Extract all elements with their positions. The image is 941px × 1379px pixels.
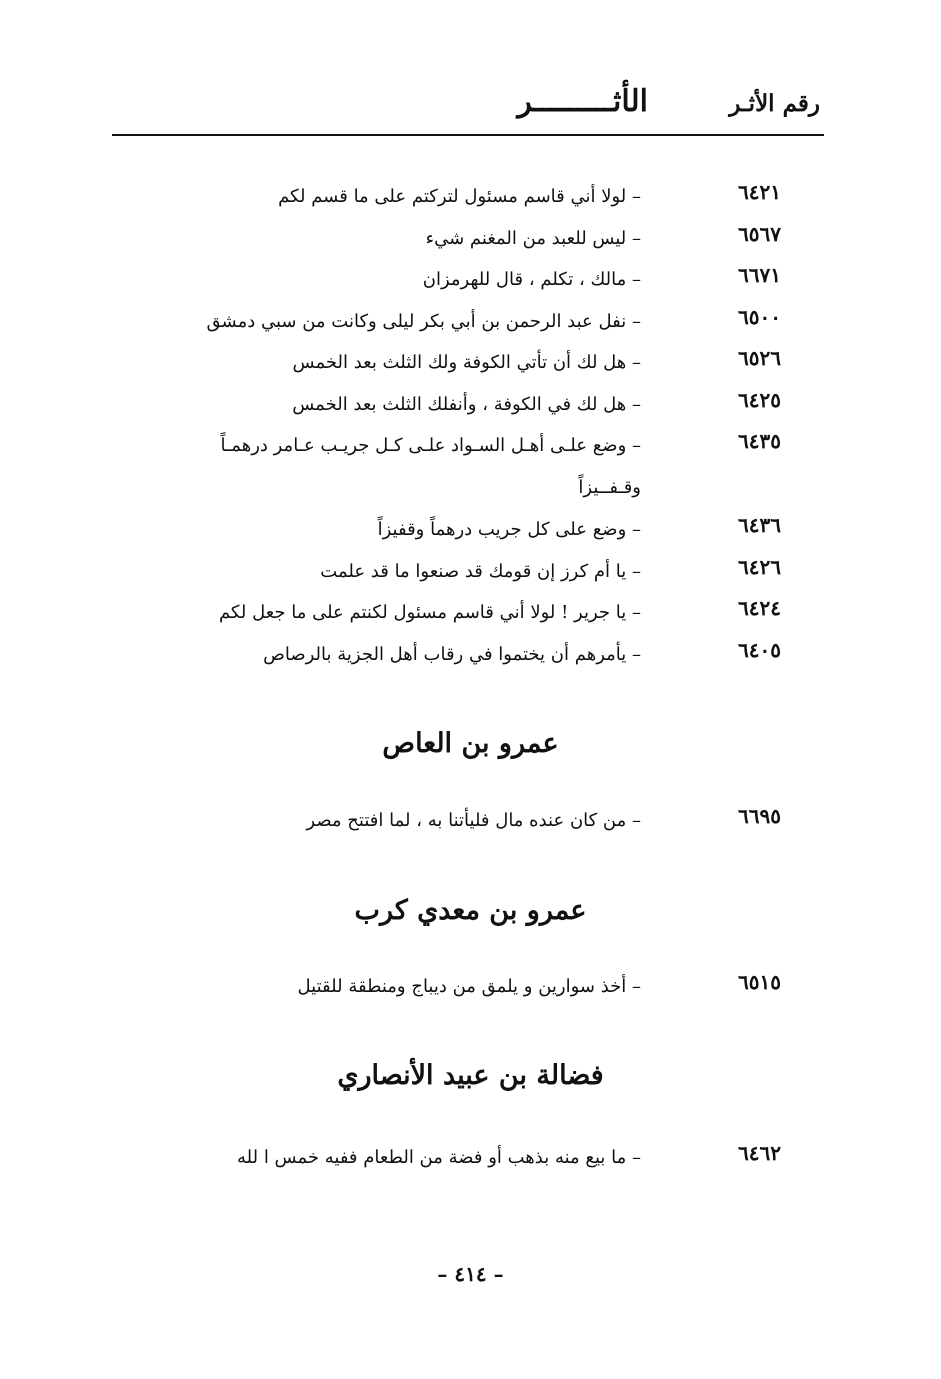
- list-item: [0, 378, 941, 420]
- header-athar-column: الأثـــــــــر: [517, 84, 648, 119]
- entry-text: – هل لك أن تأتي الكوفة ولك الثلث بعد الخمس: [292, 352, 641, 373]
- entry-text: – يا جرير ! لولا أني قاسم مسئول لكنتم على ما جعل لكم: [218, 602, 641, 623]
- entry-text: – هل لك في الكوفة ، وأنفلك الثلث بعد الخمس: [292, 393, 641, 415]
- entry-number: ٦٤٦٢: [738, 1141, 781, 1165]
- entry-text: – يا أم كرز إن قومك قد صنعوا ما قد علمت: [320, 560, 641, 582]
- entry-text: – أخذ سوارين و يلمق من ديباج ومنطقة للقتيل: [297, 976, 641, 997]
- list-item: [0, 295, 941, 337]
- list-item: [0, 419, 941, 503]
- entries-list: [0, 170, 941, 669]
- entry-text: – من كان عنده مال فليأتنا به ، لما افتتح مصر: [306, 810, 641, 831]
- table-header: [112, 84, 824, 136]
- list-item: [0, 1131, 941, 1173]
- list-item: [0, 794, 941, 836]
- entry-text: – لولا أني قاسم مسئول لتركتم على ما قسم لكم: [278, 186, 641, 207]
- entry-number: ٦٤٢١: [738, 180, 781, 204]
- entry-text: – وضع على كل جريب درهماً وقفيزاً: [377, 519, 641, 540]
- list-item: [0, 503, 941, 545]
- section-title: فضالة بن عبيد الأنصاري: [337, 1060, 604, 1091]
- list-item: [0, 960, 941, 1002]
- list-item: [0, 212, 941, 254]
- list-item: [0, 545, 941, 587]
- list-item: [0, 336, 941, 378]
- list-item: [0, 628, 941, 670]
- list-item: [0, 170, 941, 212]
- section-title: عمرو بن معدي كرب: [354, 895, 587, 926]
- entry-number: ٦٤٣٥: [738, 429, 781, 453]
- entry-number: ٦٦٧١: [738, 263, 781, 287]
- entry-number: ٦٦٩٥: [738, 804, 781, 828]
- entry-number: ٦٥٢٦: [738, 346, 781, 370]
- list-item: [0, 253, 941, 295]
- entry-number: ٦٥١٥: [738, 970, 781, 994]
- entry-number: ٦٤٢٦: [738, 554, 781, 579]
- entry-number: ٦٤٢٥: [738, 387, 781, 412]
- entry-text: – ما بيع منه بذهب أو فضة من الطعام ففيه خمس ا لله: [237, 1147, 641, 1168]
- list-item: [0, 586, 941, 628]
- header-number-column: رقم الأثـر: [729, 90, 820, 117]
- entry-number: ٦٤٠٥: [738, 637, 781, 662]
- entry-number: ٦٥٦٧: [738, 221, 781, 246]
- entry-text: – ليس للعبد من المغنم شيء: [425, 227, 641, 249]
- entry-text: – يأمرهم أن يختموا في رقاب أهل الجزية بالرصاص: [263, 643, 641, 665]
- entry-text: – نفل عبد الرحمن بن أبي بكر ليلى وكانت من سبي دمشق: [206, 310, 641, 332]
- page-number: – ٤١٤ –: [437, 1262, 504, 1286]
- section-title: عمرو بن العاص: [382, 728, 559, 759]
- entry-text: – وضع علـى أهـل السـواد علـى كـل جريـب عـامر درهمـاً وقـفــيزاً: [220, 435, 641, 498]
- entry-text: – مالك ، تكلم ، قال للهرمزان: [422, 269, 641, 290]
- entry-number: ٦٤٣٦: [738, 513, 781, 537]
- entry-number: ٦٤٢٤: [738, 596, 781, 620]
- entry-number: ٦٥٠٠: [738, 304, 781, 329]
